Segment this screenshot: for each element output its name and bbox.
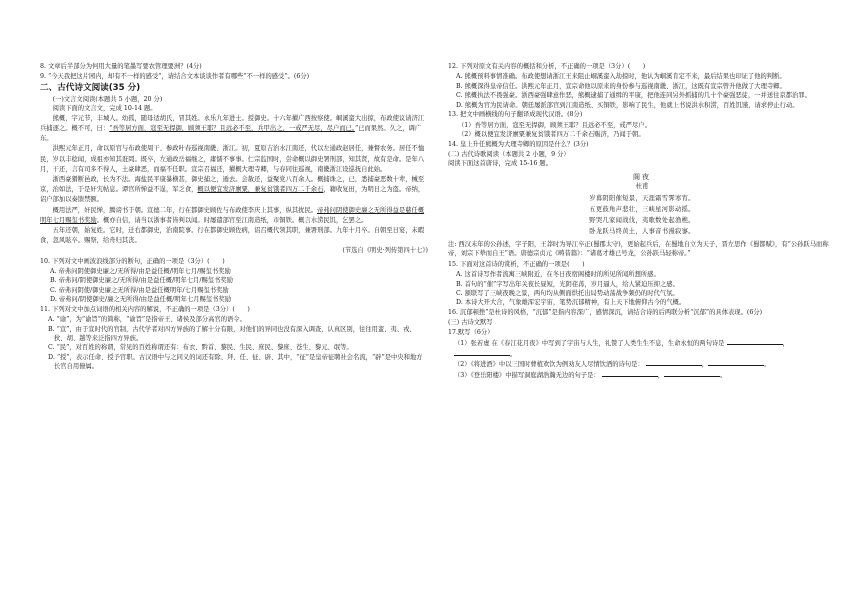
poetry-instruction: 阅读下面这首唐诗，完成 15-16 题。 bbox=[448, 160, 553, 168]
question-13: 13. 把文中画横线的句子翻译成现代汉语。(8分) bbox=[448, 111, 583, 119]
q13-item-1: （1）吾等居方面，寇至无捍御，顾须王耶？且远必不至，戒严尽户。 bbox=[458, 121, 651, 129]
section-heading-classical: 二、古代诗文阅读(35 分) bbox=[40, 82, 141, 93]
q11-option-a: A. “谕”，为“谕旨”的简称，“谕旨”是指帝王、诸侯及部分高官的语令。 bbox=[48, 316, 246, 324]
wavy-underlined-sentence: 帝弗问阴使御史廉之无所得益是慈任概明年七月赐玺书奖励 bbox=[40, 206, 425, 224]
q13-item-2: （2）概以便宜发济廪粟兼复贫饿者四万二千余石赈济，乃闻于朝。 bbox=[458, 131, 645, 139]
poem-author: 杜甫 bbox=[635, 183, 649, 191]
subsection-classical-prose: (一)文言文阅读(本题共 5 小题，20 分) bbox=[52, 96, 163, 104]
subsection-poetry: (二) 古代诗歌阅读（本题共 2 小题，9 分） bbox=[448, 150, 570, 158]
poem-line: 五更鼓角声悲壮，三峡星河影动摇。 bbox=[589, 205, 695, 213]
question-8: 8. 文章后半部分为何用大量的笔墨写要农管理要洲？(4分) bbox=[40, 63, 202, 70]
question-10: 10. 下列对文中画波浪线部分的断句，正确的一项是（3分）( ) bbox=[40, 257, 225, 265]
left-column bbox=[40, 62, 428, 372]
q11-option-b: B. “宣”，由于宣时代的官制，古代学者对四方异族的了解十分有限，对他们的异同也没有深入调查，认真区别，往往用蛮、夷、戎、狄、胡、越等来泛指四方异族。 bbox=[48, 325, 416, 343]
passage-text: 概用法严，奸民惮，腾谤书于朝。宣德二年，行在都御史顾佐与布政使李庆上其事，纵其扰民。 bbox=[52, 206, 318, 214]
answer-blank[interactable] bbox=[727, 338, 783, 345]
subsection-dictation: (三) 古诗文默写 bbox=[448, 319, 493, 327]
answer-blank[interactable] bbox=[646, 359, 702, 366]
question-9: 9. “今天我把这片园内，却有不一样的感受”，请结合文本谈谈作者有哪些“不一样的感受”。(6分) bbox=[40, 73, 310, 81]
passage-text: 浙西豪猾断邑政，长为不法。海盐民平康暴横甚，御史捕之，遁去。会赦还，益聚党八百余人。概捕诛之，已，悉捕豪恶数十辈，械至京，治如法，于是奸宄帖息。谭官所惮益不逞，军乏食， bbox=[40, 176, 425, 194]
underlined-sentence-2: 概以便宜发济廪粟，兼复贫饿者四万二千余石 bbox=[197, 186, 324, 194]
q12-option-a: A. 熊概预料事情准确。布政使想请浙江王来阻止峒溪蛮入劫掠时，他认为峒溪肯定不来，最后结果也印证了他的判断。 bbox=[456, 73, 786, 81]
q11-option-c: C. “民”，对百姓的称谓，常见的百姓称谓还有：布衣、黔首、黎民、生民、庶民、黎庶、苍生、黎元、氓等。 bbox=[48, 344, 353, 352]
q12-option-d: D. 熊概为官为民请命。朝廷屡派部官到江南造纸、买铜铁，影响了民生，他就上书说洪水积涝，百姓饥馑，请求停止行动。 bbox=[456, 101, 799, 109]
question-11: 11. 下列对文中加点词语的相关内容的解说，不正确的一项是（3分）( ) bbox=[40, 305, 250, 313]
answer-blank[interactable] bbox=[664, 370, 720, 377]
poem-note: 注: 西汉末年的公孙述，字子阳，王莽时为导江卒正(蜀郡太守)，更始起兵后，在蜀地自立为天子，晋左思作《蜀都赋》，有“公孙跃马而称帝，刘宗下辇而自王”语。唐德宗贞元《畴昔篇》：“诸葛才雄已号龙，公孙跃马轻称帝。” bbox=[448, 240, 829, 258]
passage-paragraph-3 bbox=[40, 175, 428, 206]
question-15: 15. 下面对这首诗的赏析，不正确的一项是( ) bbox=[448, 260, 585, 268]
underlined-sentence-1: “吾等居方面，寇至无捍御，顾须王耶？且远必不至， bbox=[109, 125, 258, 133]
q15-option-c: C. 颔联写了三峡夜晚之景，两句均从侧面烘托出局势动荡战争频仍的时代气氛。 bbox=[456, 290, 679, 297]
q11-option-d: D. “授”，表示任命、授予官职。古汉语中与之同义的词还有除、拜、任、征、辟、其中，“征”是皇帝征聘社会名流，“辟”是中央和地方长官自用僚属。 bbox=[48, 353, 423, 371]
answer-blank[interactable] bbox=[708, 359, 764, 366]
passage-text: ”已而果然。久之，调广东。 bbox=[40, 125, 422, 143]
passage-source: (节选自《明史·列传第四十七》) bbox=[342, 247, 428, 255]
right-column bbox=[448, 62, 836, 380]
q10-option-a: A. 帝弗问阴使御史廉之/无所得/由是益任概/明年七月/赐玺书奖励 bbox=[50, 267, 231, 275]
poem-line: 卧龙跃马终黄土，人事音书漫寂寥。 bbox=[589, 227, 695, 235]
classical-passage bbox=[40, 114, 428, 257]
q17-item-3-text: （3）《登岳阳楼》中描写洞庭湖浩瀚无边的句子是： bbox=[454, 371, 600, 379]
q17-item-2: （2）《将进酒》中以三国时曹植欢饮为例劝友人尽情饮酒的诗句是： ， 。 bbox=[454, 361, 771, 369]
question-14: 14. 皇上升任熊概为大理寺卿的原因是什么？(3分) bbox=[448, 140, 589, 148]
q10-option-c: C. 帝弗问阴使/御史廉之无所得/由是益任概明年/七月赐玺书奖励 bbox=[50, 286, 229, 294]
passage-paragraph-5: 五年还朝，始复姓。它时，迁右都御史，治南院事。行在都御史顾佐病，诏召概代领其职，兼署刑部。九年十月卒。自朝至日宴，未暇食，忽风眩卒。赐祭，给舟归其丧。 bbox=[40, 226, 425, 245]
question-17: 17.默写（6分） bbox=[448, 328, 494, 336]
q17-item-1-text: （1）张若虚 在《春江花月夜》中写到了宇宙与人生，礼赞了人类生生不息，生命永恒的两句诗是 bbox=[454, 340, 725, 348]
passage-paragraph-2: 洪熙元年正月，命以原官与布政使周干、参政叶春巡视南畿、浙江。初，夏原吉治水江南还，代以左通政赵居任，兼督农务。居任不恤民，岁以丰稔闻，成祖亦知其诳罔。既卒，左通政岳福继之，庸懦不事事。仁宗监国时，尝命概以御史署刑部，知其贤，故有是命。是年八月，干还，言有司多不得人，土豪肆恶，而福不任职。宣宗召福还，擢概大理寺卿，与春同往巡视，南畿浙江设巡抚自此始。 bbox=[40, 145, 425, 173]
passage-text: 。概亦自信，请当以浙事者皆判以闻。时屡遣部官至江南造纸，市铜铁。概言水涝民饥，乞罢之。 bbox=[96, 216, 368, 224]
q15-option-b: B. 首句的“催”字写出年关夜长昼短，光阴荏苒，岁月逼人，给人紧迫压抑之感。 bbox=[456, 280, 679, 288]
reading-instruction: 阅读下面的文言文，完成 10-14 题。 bbox=[52, 105, 157, 113]
question-16: 16. 沉郁顿挫”是杜诗的风格，“沉郁”是指内容深广，感情深沉，请结合诗的后两联分析“沉郁”的具体表现。(6分) bbox=[448, 308, 763, 316]
passage-text: 熊概，字元节，丰城人。幼孤，随母适胡氏，冒其姓。永乐九年进士。授御史。十六年擢广西按察使。峒溪蛮大出掠，布政使议请济江兵捕逐之。概不可，曰： bbox=[40, 114, 425, 133]
poem-line: 岁暮阴阳催短景，天涯霜雪霁寒宵。 bbox=[589, 194, 695, 202]
answer-blank[interactable] bbox=[454, 349, 510, 356]
poem-title: 阁夜 bbox=[633, 172, 651, 181]
answer-blank[interactable] bbox=[602, 370, 658, 377]
underlined-sentence-1b: 兵甲出之，一戒严无尽，尽户而已。 bbox=[257, 125, 355, 133]
q10-option-d: D. 帝弗问/阴使御史/廉之无所得/由是益任概/明年七月赐玺书奖励 bbox=[50, 296, 232, 304]
q17-item-1: （1）张若虚 在《春江花月夜》中写到了宇宙与人生，礼赞了人类生生不息，生命永恒的两句诗是 ，。 bbox=[454, 340, 789, 358]
q15-option-a: A. 这首诗写作者流寓三峡附近，在冬日夜宿阁楼时的所见所闻所想所感。 bbox=[456, 271, 660, 279]
q17-item-3: （3）《登岳阳楼》中描写洞庭湖浩瀚无边的句子是： ， 。 bbox=[454, 371, 727, 379]
q12-option-b: B. 熊概深得皇帝信任。洪熙元年正月，宣宗命他以原来的身份参与巡视南畿、浙江，这既有宣宗曾升他做了大理寺卿。 bbox=[456, 82, 786, 90]
passage-text: ，籍收复田，为明日之为盗。帝纳，诏户部加以奏馈禁额。 bbox=[40, 186, 425, 204]
q10-option-b: B. 帝弗问/阴使御史廉之/无所得/由是益任概/明年七月/赐玺书奖励 bbox=[50, 277, 233, 285]
q17-item-2-text: （2）《将进酒》中以三国时曹植欢饮为例劝友人尽情饮酒的诗句是： bbox=[454, 361, 644, 369]
passage-paragraph-1 bbox=[40, 114, 428, 145]
poem-line: 野哭几家闻战伐，夷歌数处起渔樵。 bbox=[589, 216, 695, 224]
passage-paragraph-4 bbox=[40, 206, 428, 226]
q12-option-c: C. 熊概执法不畏强豪。浙西豪强肆意作恶，熊概逮捕了通缉的平康，把他连同另外抓捕的几十个豪强恶徒，一并送往京都治罪。 bbox=[456, 92, 811, 100]
q15-option-d: D. 本诗大开大合，气象雄浑宏宇宙，笔势沉郁精神，有上天下地俯仰古今的气概。 bbox=[456, 299, 686, 307]
question-12: 12. 下列对原文有关内容的概括和分析，不正确的一项是（3分）( ) bbox=[448, 63, 646, 70]
